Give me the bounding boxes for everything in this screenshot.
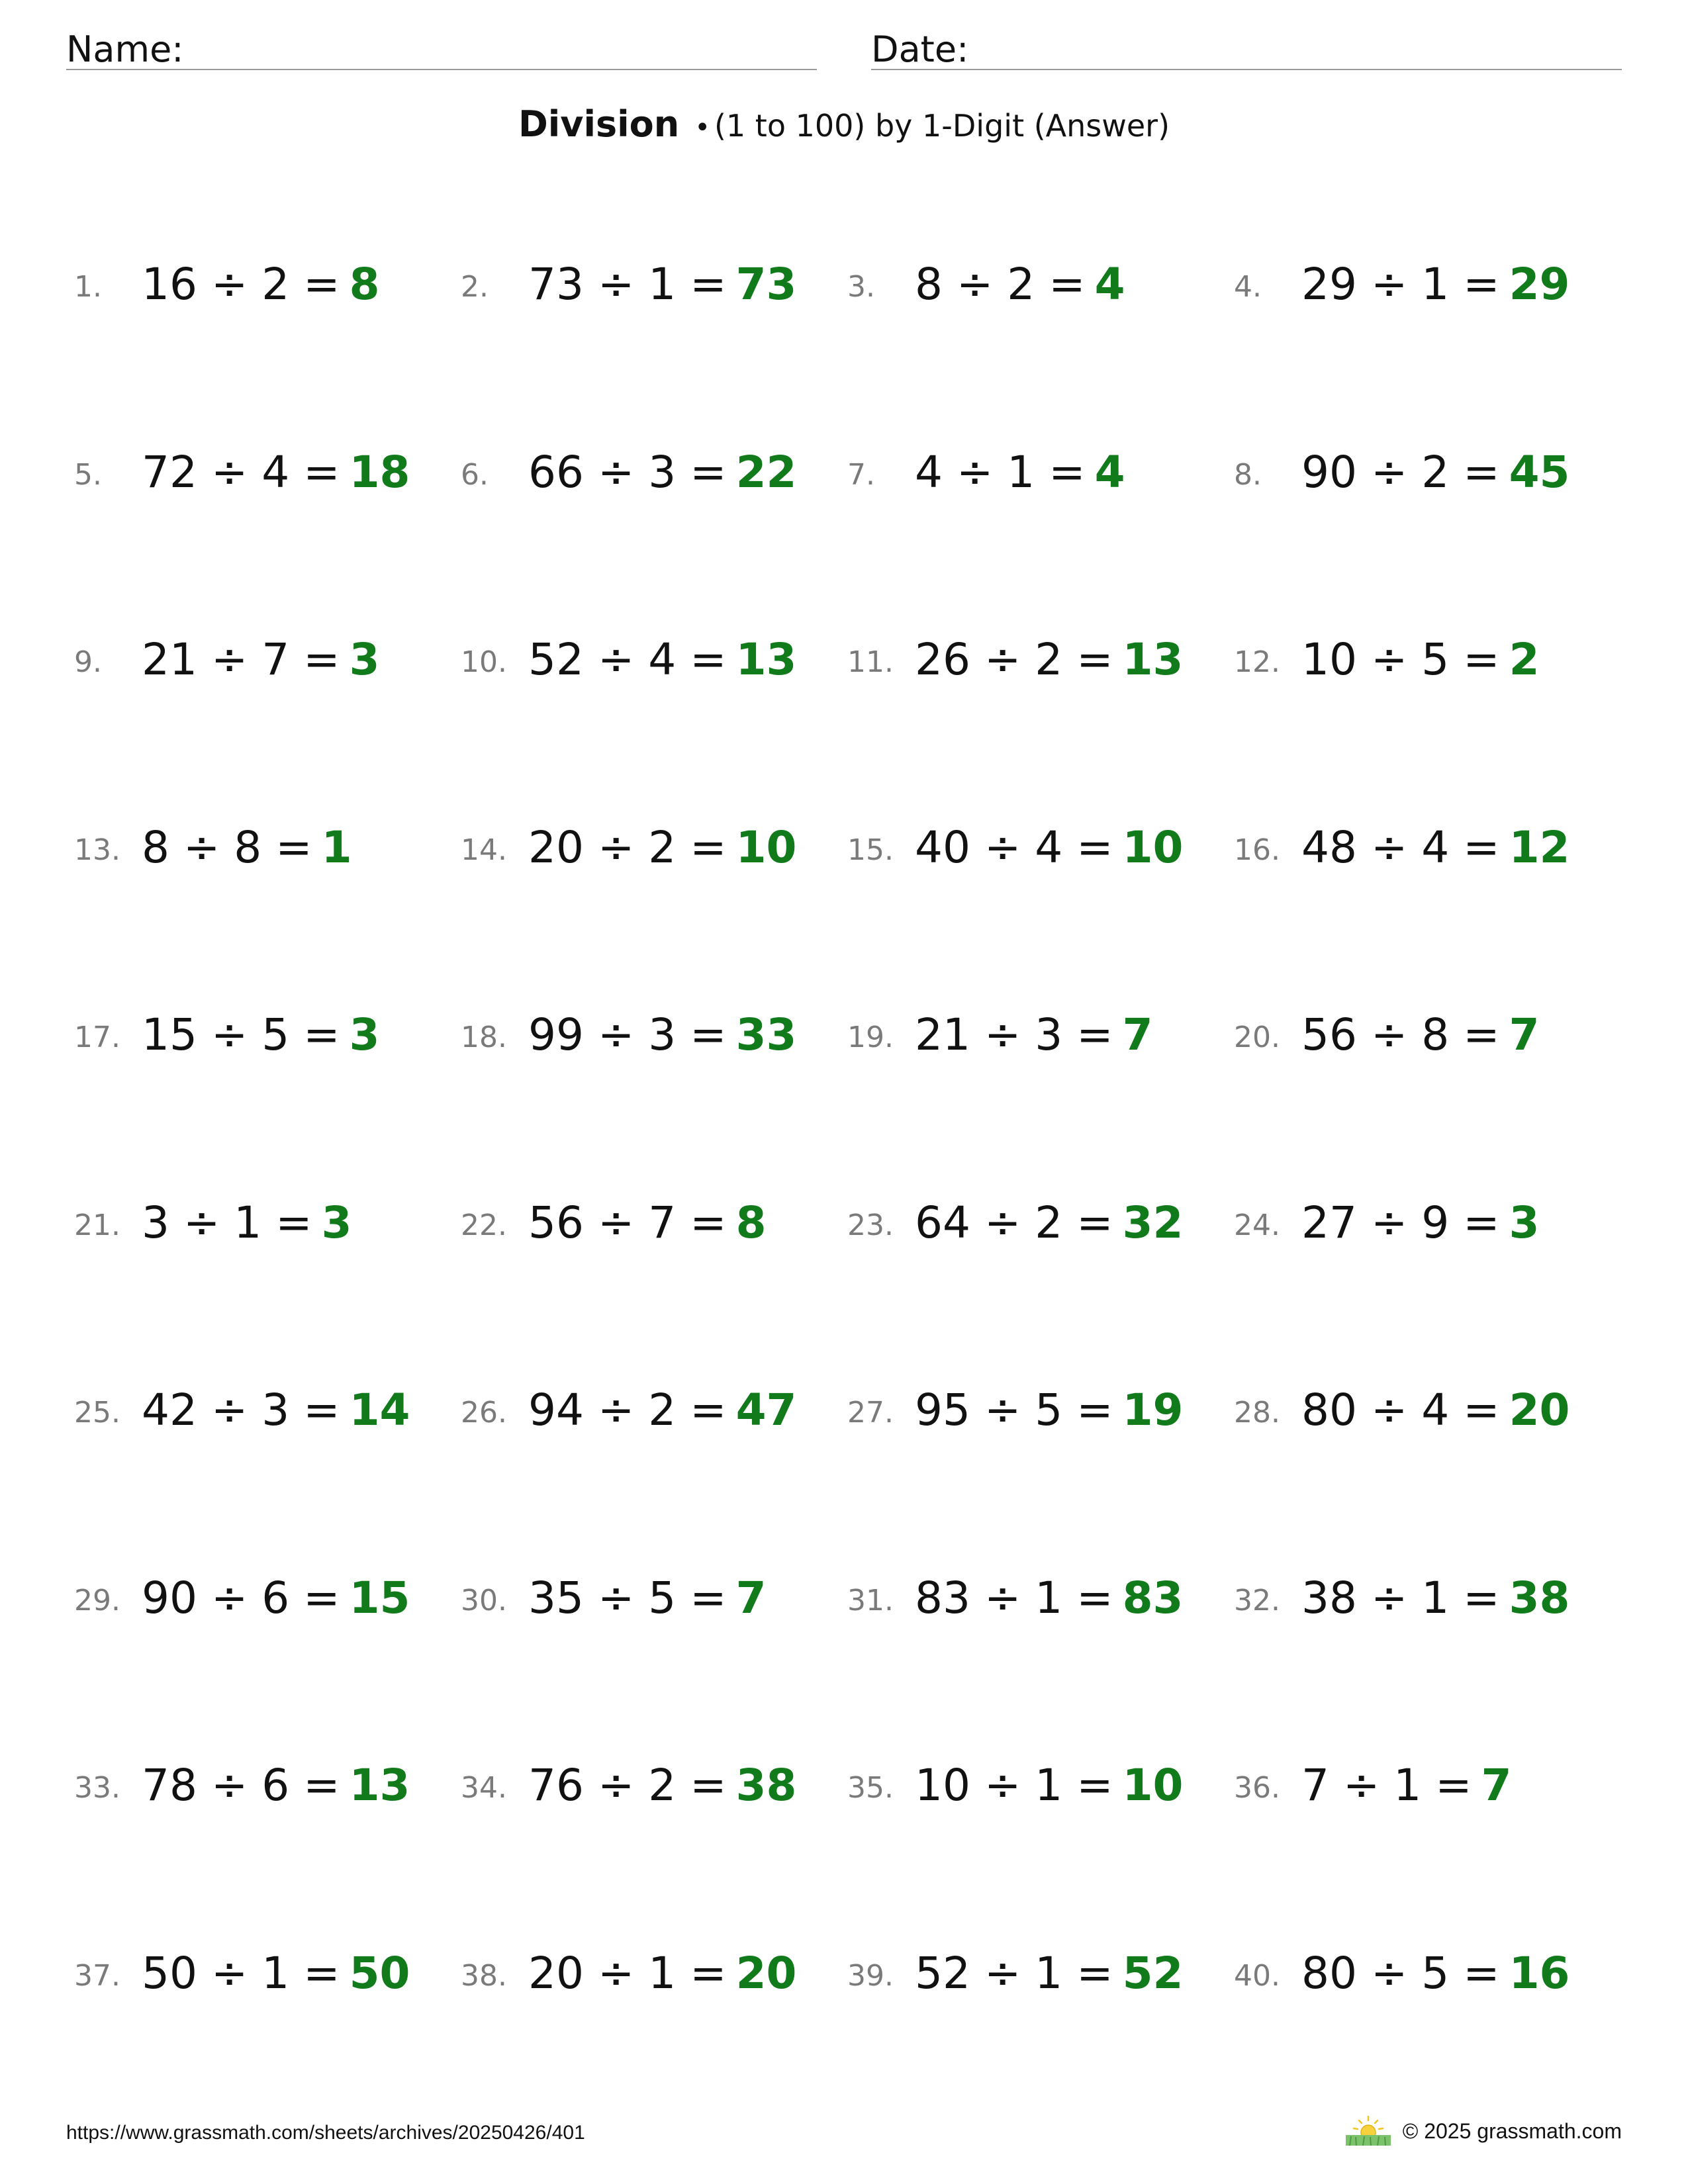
answer: 8 bbox=[735, 1197, 767, 1248]
problem-equation bbox=[1301, 1387, 1570, 1435]
problem-number: 18. bbox=[461, 1021, 507, 1054]
problem-number: 23. bbox=[847, 1208, 894, 1242]
problem-number: 26. bbox=[461, 1396, 507, 1430]
equals-symbol: = bbox=[690, 1197, 727, 1248]
divide-symbol: ÷ bbox=[1370, 1009, 1408, 1060]
equals-symbol: = bbox=[690, 447, 727, 498]
problem-equation bbox=[1301, 449, 1570, 497]
problem-number: 9. bbox=[74, 645, 102, 679]
answer: 73 bbox=[735, 259, 797, 310]
divide-symbol: ÷ bbox=[984, 1948, 1021, 1999]
divide-symbol: ÷ bbox=[984, 1572, 1021, 1623]
equals-symbol: = bbox=[1076, 1948, 1113, 1999]
problem-number: 15. bbox=[847, 833, 894, 867]
answer: 52 bbox=[1122, 1948, 1184, 1999]
answer: 47 bbox=[735, 1385, 797, 1435]
divisor: 2 bbox=[648, 1760, 677, 1811]
problem-number: 35. bbox=[847, 1771, 894, 1805]
divide-symbol: ÷ bbox=[183, 822, 220, 873]
divisor: 6 bbox=[261, 1760, 290, 1811]
problem-number: 37. bbox=[74, 1959, 120, 1993]
divisor: 5 bbox=[261, 1009, 290, 1060]
dividend: 90 bbox=[1301, 447, 1357, 498]
name-label: Name: bbox=[66, 28, 184, 70]
divisor: 3 bbox=[648, 447, 677, 498]
equals-symbol: = bbox=[690, 1760, 727, 1811]
dividend: 56 bbox=[1301, 1009, 1357, 1060]
problem-equation bbox=[142, 449, 410, 497]
answer: 7 bbox=[735, 1572, 767, 1623]
dividend: 10 bbox=[915, 1760, 970, 1811]
problem-equation bbox=[142, 636, 380, 684]
problem-number: 7. bbox=[847, 458, 875, 492]
dividend: 83 bbox=[915, 1572, 970, 1623]
problem-equation bbox=[528, 1199, 767, 1248]
problem-equation bbox=[1301, 1199, 1540, 1248]
divisor: 1 bbox=[648, 1948, 677, 1999]
equals-symbol: = bbox=[690, 259, 727, 310]
answer: 10 bbox=[1122, 822, 1184, 873]
divisor: 2 bbox=[1421, 447, 1450, 498]
problem-number: 27. bbox=[847, 1396, 894, 1430]
title-separator: • bbox=[694, 113, 710, 143]
answer: 10 bbox=[735, 822, 797, 873]
divisor: 4 bbox=[261, 447, 290, 498]
dividend: 94 bbox=[528, 1385, 584, 1435]
problem-equation bbox=[1301, 636, 1540, 684]
divisor: 4 bbox=[1421, 822, 1450, 873]
divisor: 2 bbox=[1035, 1197, 1063, 1248]
problem-number: 31. bbox=[847, 1584, 894, 1617]
dividend: 56 bbox=[528, 1197, 584, 1248]
problem-equation bbox=[1301, 1574, 1570, 1623]
problem-equation bbox=[142, 1199, 352, 1248]
equals-symbol: = bbox=[303, 1572, 340, 1623]
dividend: 20 bbox=[528, 822, 584, 873]
divide-symbol: ÷ bbox=[1370, 259, 1408, 310]
equals-symbol: = bbox=[275, 1197, 312, 1248]
dividend: 64 bbox=[915, 1197, 970, 1248]
worksheet-title bbox=[0, 105, 1688, 144]
dividend: 7 bbox=[1301, 1760, 1329, 1811]
dividend: 80 bbox=[1301, 1385, 1357, 1435]
answer: 15 bbox=[349, 1572, 410, 1623]
problem-equation bbox=[528, 1011, 796, 1060]
divisor: 2 bbox=[648, 822, 677, 873]
divisor: 1 bbox=[1421, 259, 1450, 310]
problem-number: 3. bbox=[847, 270, 875, 304]
problem-number: 20. bbox=[1234, 1021, 1280, 1054]
dividend: 40 bbox=[915, 822, 970, 873]
divide-symbol: ÷ bbox=[597, 259, 635, 310]
problem-equation bbox=[142, 1762, 410, 1810]
equals-symbol: = bbox=[303, 1760, 340, 1811]
divide-symbol: ÷ bbox=[984, 822, 1021, 873]
divide-symbol: ÷ bbox=[597, 1197, 635, 1248]
title-main: Division bbox=[518, 103, 680, 145]
problem-equation bbox=[1301, 824, 1570, 872]
problem-equation bbox=[915, 1950, 1183, 1998]
problem-equation bbox=[915, 1574, 1183, 1623]
dividend: 29 bbox=[1301, 259, 1357, 310]
dividend: 10 bbox=[1301, 634, 1357, 685]
title-subtitle: (1 to 100) by 1-Digit (Answer) bbox=[714, 108, 1170, 144]
problem-number: 11. bbox=[847, 645, 894, 679]
divide-symbol: ÷ bbox=[1370, 447, 1408, 498]
dividend: 78 bbox=[142, 1760, 197, 1811]
problem-number: 10. bbox=[461, 645, 507, 679]
dividend: 52 bbox=[915, 1948, 970, 1999]
divide-symbol: ÷ bbox=[597, 447, 635, 498]
divisor: 5 bbox=[1421, 1948, 1450, 1999]
equals-symbol: = bbox=[1435, 1760, 1472, 1811]
answer: 50 bbox=[349, 1948, 410, 1999]
equals-symbol: = bbox=[1049, 259, 1086, 310]
divide-symbol: ÷ bbox=[1370, 822, 1408, 873]
divide-symbol: ÷ bbox=[211, 447, 248, 498]
divide-symbol: ÷ bbox=[211, 1760, 248, 1811]
divide-symbol: ÷ bbox=[597, 1572, 635, 1623]
dividend: 42 bbox=[142, 1385, 197, 1435]
equals-symbol: = bbox=[1076, 1385, 1113, 1435]
equals-symbol: = bbox=[1463, 259, 1500, 310]
equals-symbol: = bbox=[1463, 447, 1500, 498]
divisor: 4 bbox=[1035, 822, 1063, 873]
answer: 10 bbox=[1122, 1760, 1184, 1811]
problem-equation bbox=[915, 824, 1183, 872]
divisor: 1 bbox=[1035, 1948, 1063, 1999]
dividend: 21 bbox=[142, 634, 197, 685]
divisor: 2 bbox=[261, 259, 290, 310]
divide-symbol: ÷ bbox=[211, 634, 248, 685]
divide-symbol: ÷ bbox=[211, 1385, 248, 1435]
answer: 12 bbox=[1509, 822, 1570, 873]
problem-number: 40. bbox=[1234, 1959, 1280, 1993]
problem-number: 17. bbox=[74, 1021, 120, 1054]
equals-symbol: = bbox=[303, 1009, 340, 1060]
problem-number: 29. bbox=[74, 1584, 120, 1617]
problem-equation bbox=[915, 1199, 1183, 1248]
dividend: 90 bbox=[142, 1572, 197, 1623]
equals-symbol: = bbox=[690, 822, 727, 873]
problem-number: 32. bbox=[1234, 1584, 1280, 1617]
problem-equation bbox=[1301, 1011, 1540, 1060]
answer: 7 bbox=[1481, 1760, 1512, 1811]
divisor: 4 bbox=[648, 634, 677, 685]
divide-symbol: ÷ bbox=[597, 634, 635, 685]
problem-number: 13. bbox=[74, 833, 120, 867]
equals-symbol: = bbox=[1463, 1572, 1500, 1623]
divide-symbol: ÷ bbox=[984, 1760, 1021, 1811]
problem-equation bbox=[915, 1387, 1183, 1435]
divide-symbol: ÷ bbox=[211, 1009, 248, 1060]
divisor: 1 bbox=[1421, 1572, 1450, 1623]
equals-symbol: = bbox=[1076, 1197, 1113, 1248]
answer: 19 bbox=[1122, 1385, 1184, 1435]
answer: 18 bbox=[349, 447, 410, 498]
divide-symbol: ÷ bbox=[211, 259, 248, 310]
equals-symbol: = bbox=[1463, 1385, 1500, 1435]
problem-equation bbox=[915, 1762, 1183, 1810]
divide-symbol: ÷ bbox=[1370, 1197, 1408, 1248]
divisor: 2 bbox=[1035, 634, 1063, 685]
divisor: 1 bbox=[648, 259, 677, 310]
divide-symbol: ÷ bbox=[597, 1385, 635, 1435]
problem-equation bbox=[528, 824, 796, 872]
equals-symbol: = bbox=[303, 1385, 340, 1435]
divisor: 1 bbox=[1035, 1572, 1063, 1623]
answer: 32 bbox=[1122, 1197, 1184, 1248]
equals-symbol: = bbox=[1463, 822, 1500, 873]
divisor: 4 bbox=[1421, 1385, 1450, 1435]
problem-number: 33. bbox=[74, 1771, 120, 1805]
equals-symbol: = bbox=[1076, 1760, 1113, 1811]
answer: 38 bbox=[735, 1760, 797, 1811]
divisor: 1 bbox=[1393, 1760, 1422, 1811]
dividend: 35 bbox=[528, 1572, 584, 1623]
answer: 22 bbox=[735, 447, 797, 498]
divide-symbol: ÷ bbox=[984, 1197, 1021, 1248]
equals-symbol: = bbox=[1076, 822, 1113, 873]
problem-equation bbox=[1301, 1762, 1512, 1810]
problem-number: 19. bbox=[847, 1021, 894, 1054]
answer: 3 bbox=[321, 1197, 352, 1248]
problem-equation bbox=[528, 1387, 796, 1435]
divisor: 5 bbox=[648, 1572, 677, 1623]
divide-symbol: ÷ bbox=[984, 1009, 1021, 1060]
problem-number: 39. bbox=[847, 1959, 894, 1993]
footer-brand bbox=[1344, 2115, 1622, 2147]
divide-symbol: ÷ bbox=[597, 1948, 635, 1999]
divisor: 3 bbox=[261, 1385, 290, 1435]
divisor: 1 bbox=[1035, 1760, 1063, 1811]
divisor: 3 bbox=[1035, 1009, 1063, 1060]
dividend: 26 bbox=[915, 634, 970, 685]
divide-symbol: ÷ bbox=[956, 447, 994, 498]
divisor: 6 bbox=[261, 1572, 290, 1623]
answer: 33 bbox=[735, 1009, 797, 1060]
sun-over-grass-icon bbox=[1344, 2115, 1392, 2147]
dividend: 3 bbox=[142, 1197, 169, 1248]
answer: 13 bbox=[1122, 634, 1184, 685]
answer: 1 bbox=[321, 822, 352, 873]
problem-number: 24. bbox=[1234, 1208, 1280, 1242]
problem-number: 21. bbox=[74, 1208, 120, 1242]
divisor: 3 bbox=[648, 1009, 677, 1060]
divisor: 2 bbox=[648, 1385, 677, 1435]
problem-number: 36. bbox=[1234, 1771, 1280, 1805]
answer: 20 bbox=[1509, 1385, 1570, 1435]
divide-symbol: ÷ bbox=[1370, 1572, 1408, 1623]
divide-symbol: ÷ bbox=[183, 1197, 220, 1248]
equals-symbol: = bbox=[303, 634, 340, 685]
divisor: 5 bbox=[1421, 634, 1450, 685]
dividend: 80 bbox=[1301, 1948, 1357, 1999]
divide-symbol: ÷ bbox=[984, 634, 1021, 685]
divisor: 1 bbox=[234, 1197, 262, 1248]
footer-copyright: © 2025 grassmath.com bbox=[1402, 2118, 1622, 2143]
problem-equation bbox=[1301, 261, 1570, 309]
equals-symbol: = bbox=[1463, 1009, 1500, 1060]
dividend: 72 bbox=[142, 447, 197, 498]
divide-symbol: ÷ bbox=[1342, 1760, 1380, 1811]
problem-number: 14. bbox=[461, 833, 507, 867]
equals-symbol: = bbox=[1076, 1009, 1113, 1060]
divisor: 9 bbox=[1421, 1197, 1450, 1248]
footer-url: https://www.grassmath.com/sheets/archives/20250426/401 bbox=[66, 2122, 585, 2144]
equals-symbol: = bbox=[690, 634, 727, 685]
problem-equation bbox=[915, 1011, 1153, 1060]
equals-symbol: = bbox=[275, 822, 312, 873]
answer: 83 bbox=[1122, 1572, 1184, 1623]
equals-symbol: = bbox=[303, 259, 340, 310]
problem-equation bbox=[915, 261, 1125, 309]
problem-number: 38. bbox=[461, 1959, 507, 1993]
answer: 4 bbox=[1094, 259, 1125, 310]
answer: 3 bbox=[1509, 1197, 1540, 1248]
divide-symbol: ÷ bbox=[597, 1009, 635, 1060]
answer: 4 bbox=[1094, 447, 1125, 498]
answer: 20 bbox=[735, 1948, 797, 1999]
problem-number: 25. bbox=[74, 1396, 120, 1430]
equals-symbol: = bbox=[1463, 1197, 1500, 1248]
problem-equation bbox=[528, 636, 796, 684]
divisor: 7 bbox=[648, 1197, 677, 1248]
dividend: 66 bbox=[528, 447, 584, 498]
equals-symbol: = bbox=[690, 1948, 727, 1999]
problem-number: 2. bbox=[461, 270, 489, 304]
problem-number: 8. bbox=[1234, 458, 1262, 492]
answer: 8 bbox=[349, 259, 380, 310]
dividend: 21 bbox=[915, 1009, 970, 1060]
problem-number: 16. bbox=[1234, 833, 1280, 867]
divide-symbol: ÷ bbox=[1370, 1948, 1408, 1999]
divisor: 8 bbox=[1421, 1009, 1450, 1060]
dividend: 16 bbox=[142, 259, 197, 310]
divisor: 2 bbox=[1007, 259, 1035, 310]
divisor: 1 bbox=[261, 1948, 290, 1999]
dividend: 20 bbox=[528, 1948, 584, 1999]
answer: 2 bbox=[1509, 634, 1540, 685]
dividend: 15 bbox=[142, 1009, 197, 1060]
divisor: 5 bbox=[1035, 1385, 1063, 1435]
name-field[interactable] bbox=[66, 24, 817, 70]
equals-symbol: = bbox=[690, 1009, 727, 1060]
problem-equation bbox=[528, 1950, 796, 1998]
divide-symbol: ÷ bbox=[211, 1948, 248, 1999]
equals-symbol: = bbox=[690, 1572, 727, 1623]
answer: 13 bbox=[349, 1760, 410, 1811]
problem-equation bbox=[528, 449, 796, 497]
problem-number: 12. bbox=[1234, 645, 1280, 679]
answer: 3 bbox=[349, 1009, 380, 1060]
equals-symbol: = bbox=[303, 447, 340, 498]
problem-equation bbox=[142, 824, 352, 872]
answer: 16 bbox=[1509, 1948, 1570, 1999]
date-field[interactable] bbox=[871, 24, 1622, 70]
problem-number: 1. bbox=[74, 270, 102, 304]
divide-symbol: ÷ bbox=[1370, 634, 1408, 685]
dividend: 48 bbox=[1301, 822, 1357, 873]
problem-equation bbox=[915, 636, 1183, 684]
divide-symbol: ÷ bbox=[211, 1572, 248, 1623]
problem-number: 28. bbox=[1234, 1396, 1280, 1430]
divide-symbol: ÷ bbox=[956, 259, 994, 310]
equals-symbol: = bbox=[1049, 447, 1086, 498]
problem-equation bbox=[142, 1011, 380, 1060]
divisor: 1 bbox=[1007, 447, 1035, 498]
dividend: 76 bbox=[528, 1760, 584, 1811]
problem-number: 4. bbox=[1234, 270, 1262, 304]
dividend: 8 bbox=[915, 259, 943, 310]
answer: 45 bbox=[1509, 447, 1570, 498]
dividend: 95 bbox=[915, 1385, 970, 1435]
problem-equation bbox=[142, 1387, 410, 1435]
equals-symbol: = bbox=[690, 1385, 727, 1435]
problem-equation bbox=[142, 1574, 410, 1623]
problem-equation bbox=[1301, 1950, 1570, 1998]
dividend: 8 bbox=[142, 822, 169, 873]
divisor: 8 bbox=[234, 822, 262, 873]
answer: 29 bbox=[1509, 259, 1570, 310]
answer: 7 bbox=[1509, 1009, 1540, 1060]
problem-equation bbox=[528, 1574, 767, 1623]
dividend: 27 bbox=[1301, 1197, 1357, 1248]
dividend: 52 bbox=[528, 634, 584, 685]
equals-symbol: = bbox=[303, 1948, 340, 1999]
divide-symbol: ÷ bbox=[597, 1760, 635, 1811]
dividend: 38 bbox=[1301, 1572, 1357, 1623]
answer: 38 bbox=[1509, 1572, 1570, 1623]
problem-number: 34. bbox=[461, 1771, 507, 1805]
problem-equation bbox=[528, 261, 796, 309]
problem-equation bbox=[142, 1950, 410, 1998]
answer: 3 bbox=[349, 634, 380, 685]
problem-number: 30. bbox=[461, 1584, 507, 1617]
answer: 7 bbox=[1122, 1009, 1153, 1060]
equals-symbol: = bbox=[1076, 634, 1113, 685]
dividend: 4 bbox=[915, 447, 943, 498]
problem-number: 5. bbox=[74, 458, 102, 492]
equals-symbol: = bbox=[1463, 1948, 1500, 1999]
problem-equation bbox=[915, 449, 1125, 497]
dividend: 50 bbox=[142, 1948, 197, 1999]
dividend: 73 bbox=[528, 259, 584, 310]
equals-symbol: = bbox=[1463, 634, 1500, 685]
problem-number: 22. bbox=[461, 1208, 507, 1242]
problem-equation bbox=[528, 1762, 796, 1810]
equals-symbol: = bbox=[1076, 1572, 1113, 1623]
problem-number: 6. bbox=[461, 458, 489, 492]
divide-symbol: ÷ bbox=[984, 1385, 1021, 1435]
divide-symbol: ÷ bbox=[597, 822, 635, 873]
problem-equation bbox=[142, 261, 380, 309]
divide-symbol: ÷ bbox=[1370, 1385, 1408, 1435]
divisor: 7 bbox=[261, 634, 290, 685]
dividend: 99 bbox=[528, 1009, 584, 1060]
date-label: Date: bbox=[871, 28, 969, 70]
answer: 14 bbox=[349, 1385, 410, 1435]
answer: 13 bbox=[735, 634, 797, 685]
